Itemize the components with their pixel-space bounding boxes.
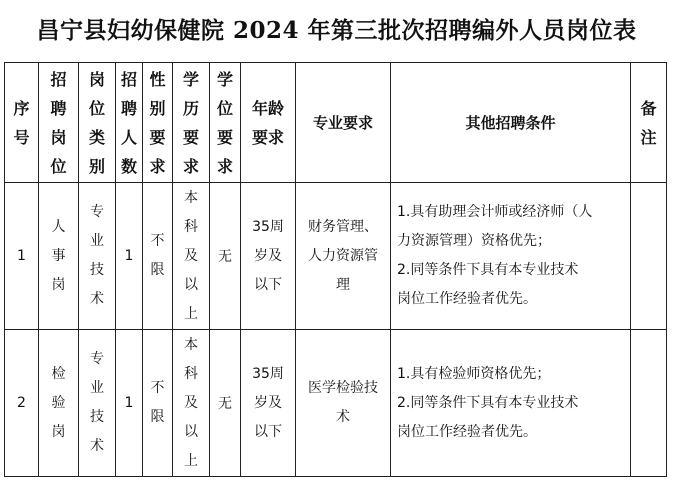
cell-seq: 1	[5, 183, 39, 330]
cell-remarks	[631, 183, 667, 330]
header-degree: 学位要求	[210, 63, 241, 183]
cell-count: 1	[116, 330, 143, 477]
cell-major: 财务管理、 人力资源管 理	[296, 183, 391, 330]
cell-position: 检验岗	[39, 330, 79, 477]
header-count: 招聘人数	[116, 63, 143, 183]
header-position: 招聘岗位	[39, 63, 79, 183]
header-category: 岗位类别	[79, 63, 116, 183]
cell-category: 专业技术	[79, 183, 116, 330]
cell-degree: 无	[210, 183, 241, 330]
header-education: 学历要求	[173, 63, 210, 183]
recruitment-table	[4, 62, 667, 477]
cell-degree: 无	[210, 330, 241, 477]
cell-position: 人事岗	[39, 183, 79, 330]
header-row	[5, 63, 667, 183]
cell-conditions: 1.具有检验师资格优先； 2.同等条件下具有本专业技术 岗位工作经验者优先。	[391, 330, 631, 477]
cell-education: 本科及以上	[173, 330, 210, 477]
header-remarks: 备注	[631, 63, 667, 183]
cell-education: 本科及以上	[173, 183, 210, 330]
cell-age: 35周 岁及 以下	[241, 330, 296, 477]
cell-remarks	[631, 330, 667, 477]
header-gender: 性别要求	[143, 63, 173, 183]
table-row	[5, 330, 667, 477]
cell-age: 35周 岁及 以下	[241, 183, 296, 330]
cell-seq: 2	[5, 330, 39, 477]
cell-gender: 不限	[143, 330, 173, 477]
header-seq: 序号	[5, 63, 39, 183]
cell-count: 1	[116, 183, 143, 330]
cell-conditions: 1.具有助理会计师或经济师（人 力资源管理）资格优先； 2.同等条件下具有本专业技术 岗位工作经验者优先。	[391, 183, 631, 330]
page-title: 昌宁县妇幼保健院 2024 年第三批次招聘编外人员岗位表	[36, 17, 637, 44]
header-major: 专业要求	[296, 63, 391, 183]
header-age: 年龄要求	[241, 63, 296, 183]
cell-category: 专业技术	[79, 330, 116, 477]
cell-major: 医学检验技 术	[296, 330, 391, 477]
header-conditions: 其他招聘条件	[391, 63, 631, 183]
table-row	[5, 183, 667, 330]
cell-gender: 不限	[143, 183, 173, 330]
